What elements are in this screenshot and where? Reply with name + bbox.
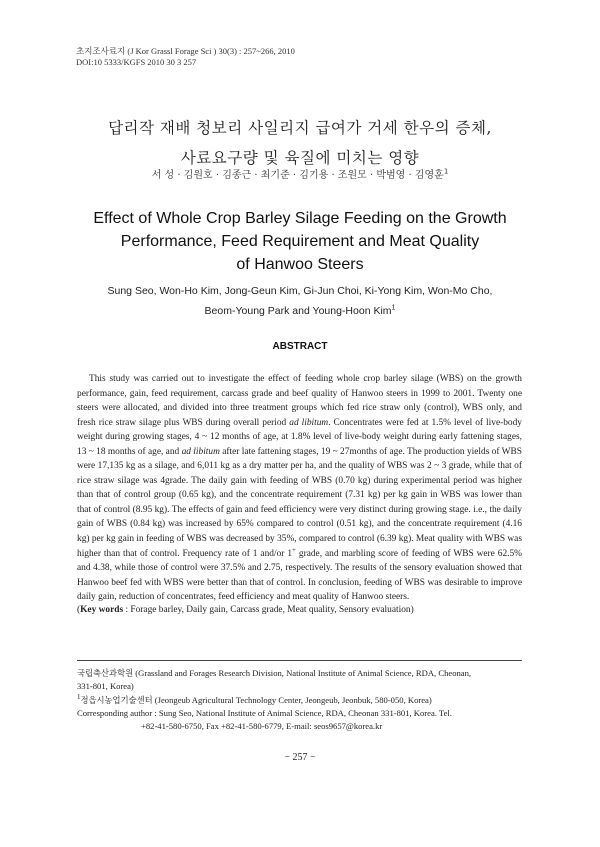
affiliation-marker: 1 — [391, 304, 396, 312]
footnotes — [77, 667, 522, 733]
footnote-divider — [77, 660, 522, 661]
page-number: − 257 − — [284, 752, 316, 763]
affiliation-2: (Jeongeub Agricultural Technology Center, Jeongeub, Jeonbuk, 580-050, Korea) — [152, 694, 432, 705]
affiliation-1-continued: 331-801, Korea) — [77, 681, 134, 692]
english-title-line-2: Performance, Feed Requirement and Meat Quality — [120, 233, 480, 250]
english-title — [0, 207, 600, 276]
korean-title-line-2: 사료요구량 및 육질에 미치는 영향 — [180, 149, 420, 167]
abstract-segment: after late fattening stages, 19 ~ 27months of age. The production yields of WBS were 17,135 kg as a silage, and 6,011 kg as a dry matter per ha, and the quality of WBS was 2 ~ 3 grade, while that of rice straw silage was 4grade. The daily gain with feeding of WBS (0.70 kg) during experimental period was higher than that of control group (0.65 kg), and the concentrate requirement (7.31 kg) per kg gain in WBS was lower than that of control (8.95 kg). The effects of gain and feed efficiency were very distinct during growing stage. i.e., the daily gain of WBS (0.84 kg) was increased by 65% compared to control (0.51 kg), and the concentrate requirement (4.16 kg) per kg gain in feeding of WBS was decreased by 35%, compared to control (6.39 kg). Meat quality with WBS was higher than that of control. Frequency rate of 1 and/or 1 — [77, 446, 522, 559]
keywords-text: : Forage barley, Daily gain, Carcass grade, Meat quality, Sensory evaluation) — [123, 605, 414, 615]
affiliation-2-marker: 1 — [77, 692, 81, 701]
affiliation-2-korean: 정읍시농업기술센터 — [80, 694, 153, 705]
keywords-label: Key words — [80, 605, 124, 615]
doi: DOI:10 5333/KGFS 2010 30 3 257 — [76, 57, 197, 67]
affiliation-marker: 1 — [443, 167, 449, 176]
korean-title — [0, 113, 600, 173]
abstract-italic: ad libitum — [181, 446, 220, 457]
abstract-italic: ad libitum — [289, 417, 329, 428]
english-authors-line-2: Beom-Young Park and Young-Hoon Kim — [204, 305, 392, 317]
english-title-line-3: of Hanwoo Steers — [236, 256, 364, 273]
corresponding-author-label: Corresponding author — [77, 707, 153, 718]
journal-citation: 초지조사료지 (J Kor Grassl Forage Sci ) 30(3) : 257~266, 2010 — [76, 46, 295, 56]
abstract-text — [77, 372, 522, 605]
abstract-segment: . Concentrates were fed at 1.5% level of live-body weight during growing stages, 4 ~ 12 months of age, at 1.8% level of live-body weight during early fattening stages, 13 ~ 18 months of age, and — [77, 417, 522, 457]
affiliation-1-korean: 국립축산과학원 — [77, 668, 134, 678]
affiliation-1: (Grassland and Forages Research Division, National Institute of Animal Science, RDA, Cheonan, — [133, 668, 472, 678]
journal-header — [76, 46, 295, 68]
english-authors-line-1: Sung Seo, Won-Ho Kim, Jong-Geun Kim, Gi-Jun Choi, Ki-Yong Kim, Won-Mo Cho, — [107, 285, 493, 297]
abstract-segment: This study was carried out to investigate the effect of feeding whole crop barley silage (WBS) on the growth performance, gain, feed requirement, carcass grade and beef quality of Hanwoo steers in 1999 to 2001. Twenty one steers were allocated, and divided into three treatment groups which fed rice straw only (control), WBS only, and fresh rice straw silage plus WBS during overall period — [77, 374, 522, 428]
keywords: (Key words : Forage barley, Daily gain, Carcass grade, Meat quality, Sensory evaluation) — [77, 605, 414, 615]
english-authors — [0, 281, 600, 321]
corresponding-contact: +82-41-580-6750, Fax +82-41-580-6779, E-mail: seos9657@korea.kr — [141, 721, 383, 732]
corresponding-author: : Sung Seo, National Institute of Animal Science, RDA, Cheonan 331-801, Korea. Tel. — [152, 707, 452, 718]
korean-authors — [0, 166, 600, 181]
english-title-line-1: Effect of Whole Crop Barley Silage Feeding on the Growth — [93, 210, 507, 227]
abstract-segment: grade, and marbling score of feeding of WBS were 62.5% and 4.38, while those of control were 37.5% and 2.75, respectively. The results of the sensory evaluation showed that Hanwoo beef fed with WBS were better than that of control. In conclusion, feeding of WBS was desirable to improve daily gain, reduction of concentrates, feed efficiency and meat quality of Hanwoo steers. — [77, 548, 522, 603]
grade-superscript: + — [292, 545, 296, 554]
abstract-heading: ABSTRACT — [272, 341, 328, 352]
korean-title-line-1: 답리작 재배 청보리 사일리지 급여가 거세 한우의 증체, — [108, 119, 492, 137]
korean-author-names: 서 성 · 김원호 · 김종근 · 최기준 · 김기용 · 조원모 · 박범영 · 김영훈 — [151, 170, 444, 181]
